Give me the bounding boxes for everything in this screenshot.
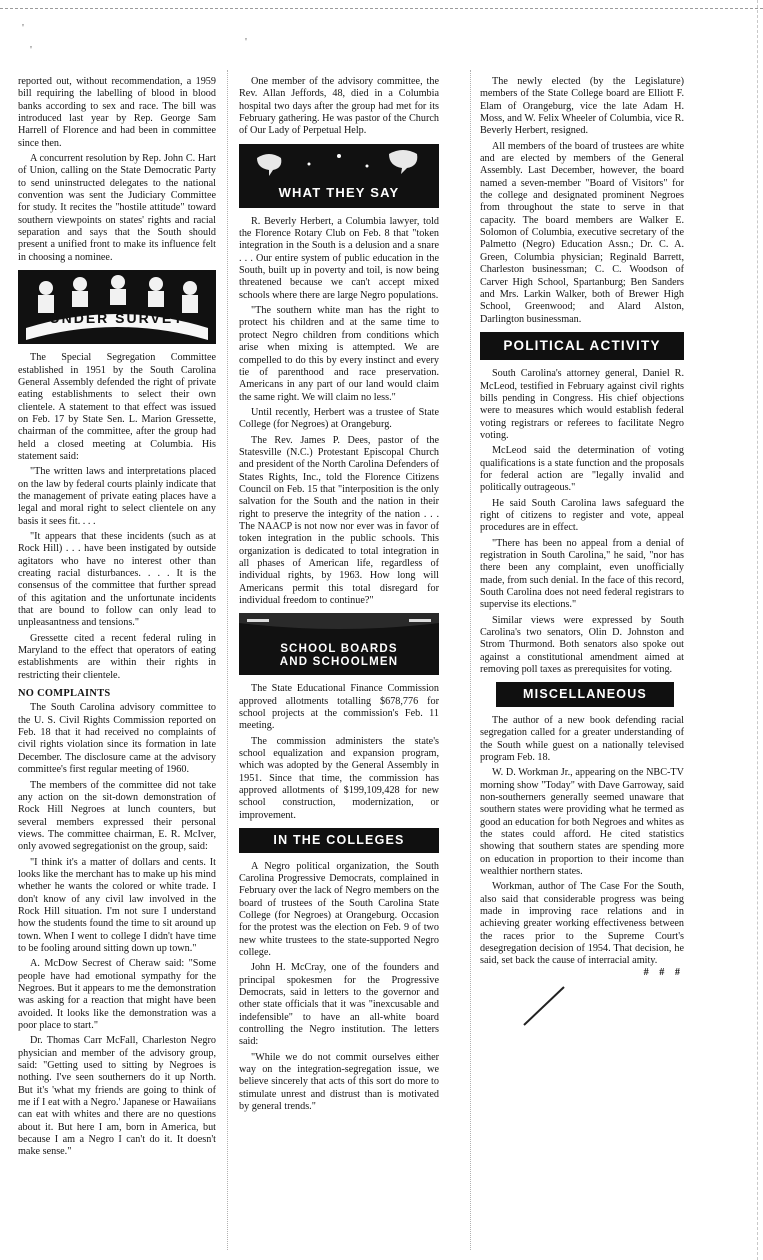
edge-mark: ' xyxy=(245,36,247,48)
paragraph: The newly elected (by the Legislature) members of the State College board are Elliott F. Elam of Orangeburg, vice the late Adam H. Moss, and W. Felix Wheeler of Columbia, vice R. Beverly Herbert, resigned. xyxy=(480,76,684,137)
paragraph: He said South Carolina laws safeguard the right of citizens to register and vote, appeal procedures are in effect. xyxy=(480,497,684,534)
paragraph: Dr. Thomas Carr McFall, Charleston Negro physician and member of the advisory group, said: "Getting used to sitting by Negroes is nothing. I've seen southerners do it up North. But it's 'what my friends are going to think of me if I eat with a Negro.' Japanese or Hawaiians can eat with whites and there are no questions about it. But here I am, born in America, but because I am a Negro I can't do it. It doesn't make sense." xyxy=(18,1035,216,1158)
end-mark: # # # xyxy=(643,966,684,978)
what-they-say-banner xyxy=(239,144,439,208)
paragraph: "It appears that these incidents (such as at Rock Hill) . . . have been instigated by outside agitators who have no interest other than creating racial disturbances. . . . It is the consensus of the committee that further spread of this agitation and the unfortunate incidents that are bound to follow can only lead to unpleasantness and tensions." xyxy=(18,530,216,629)
paragraph: A Negro political organization, the South Carolina Progressive Democrats, complained in February over the lack of Negro members on the board of trustees of the South Carolina State College (for Negroes) at Orangeburg. Occasion for the protest was the election on Feb. 9 of two new white trustees to the state-supported Negro college. xyxy=(239,860,439,958)
pen-stroke-mark xyxy=(520,983,570,1029)
paragraph: A concurrent resolution by Rep. John C. Hart of Union, calling on the State Democratic Party to send uninstructed delegates to the national convention was sent the Judiciary Committee for study. It recites the "hostile attitude" toward southern viewpoints on states' rights and racial separation and says that the South should present a unified front to make its influence felt in choosing a nominee. xyxy=(18,153,216,263)
page-top-edge xyxy=(0,8,763,10)
paragraph: Similar views were expressed by South Carolina's two senators, Olin D. Johnston and Strom Thurmond. Both senators also spoke out against a constitutional amendment aimed at removing poll taxes as prerequisites for voting. xyxy=(480,614,684,676)
paragraph: The State Educational Finance Commission approved allotments totalling $678,776 for school projects at the commission's Feb. 11 meeting. xyxy=(239,683,439,732)
paragraph: The Special Segregation Committee established in 1951 by the South Carolina General Assembly defended the right of private eating establishments to select their own clientele. A statement to that effect was issued on Feb. 17 by State Sen. L. Marion Gressette, chairman of the committee, after the group had held a closed meeting at Columbia. His statement said: xyxy=(18,352,216,462)
paragraph: One member of the advisory committee, the Rev. Allan Jeffords, 48, died in a Columbia hospital two days after the group had met for its February gathering. He was pastor of the Church of Our Lady of Perpetual Help. xyxy=(239,76,439,137)
edge-mark: ' xyxy=(22,22,24,34)
subhead-no-complaints: NO COMPLAINTS xyxy=(18,688,111,700)
paragraph: The author of a new book defending racial segregation called for a greater understanding of the South while guest on a nationally televised program Feb. 18. xyxy=(480,714,684,763)
edge-mark: ' xyxy=(30,44,32,56)
paragraph: R. Beverly Herbert, a Columbia lawyer, told the Florence Rotary Club on Feb. 8 that "token integration in the South is a delusion and a snare . . . Our entire system of public education in the South, built up in poverty and toil, is now being threatened because we can't accept mixed schools where there are large Negro populations. xyxy=(239,215,439,301)
paragraph: Gressette cited a recent federal ruling in Maryland to the effect that operators of eating establishments are within their rights in restricting their clientele. xyxy=(18,632,216,681)
paragraph: "While we do not commit ourselves either way on the integration-segregation issue, we believe sincerely that acts of this sort do more to stimulate unrest and distrust than is motivated by general trends." xyxy=(239,1051,439,1113)
column-rule xyxy=(470,70,471,1250)
paragraph: "I think it's a matter of dollars and cents. It looks like the merchant has to make up his mind whether he wants the colored or white trade. I don't know of any civil law involved in the Rock Hill situation. I'm not sure I understand how the students found the time to sit around up town. When I went to college I didn't have time to be fooling around sitting down up town." xyxy=(18,856,216,954)
in-the-colleges-banner: IN THE COLLEGES xyxy=(239,828,439,852)
paragraph: McLeod said the determination of voting qualifications is a state function and the proposals for federal action are "legally invalid and politically outrageous." xyxy=(480,445,684,494)
column-1 xyxy=(18,76,216,1162)
school-boards-banner xyxy=(239,613,439,675)
banner-line: SCHOOL BOARDS xyxy=(280,643,398,656)
miscellaneous-banner: MISCELLANEOUS xyxy=(496,682,674,706)
paragraph: The commission administers the state's school equalization and expansion program, which was adopted by the General Assembly in 1951. Since that time, the commission has approved allotments of $199,109,428 for new school construction, modernization, or improvement. xyxy=(239,735,439,821)
column-2 xyxy=(239,76,439,1116)
paragraph: "The written laws and interpretations placed on the law by federal courts plainly indicate that the management of private eating places have a legal and moral right to select clientele on any basis it sees fit. . . . xyxy=(18,466,216,527)
column-rule xyxy=(227,70,228,1250)
paragraph: "The southern white man has the right to protect his children and at the same time to protect Negro children from conditions which arise when mixing is attempted. We are compelled to do this by every instinct and every tie of parenthood and race preservation. Americans in any part of our land would claim the same right. We will claim no less." xyxy=(239,305,439,403)
paragraph: John H. McCray, one of the founders and principal spokesmen for the Progressive Democrats, said in letters to the governor and other state officials that it was "inexcusable and indefensible" to have an all-white board controlling the Negro institution. The letters said: xyxy=(239,962,439,1048)
paragraph: W. D. Workman Jr., appearing on the NBC-TV morning show "Today" with Dave Garroway, said non-southerners generally seemed unaware that southern states were providing what he termed as good an education for both Negroes and whites as the states could afford. He cited statistics showing that southern states are spending more on education in proportion to their income than wealthier northern states. xyxy=(480,767,684,877)
paragraph: reported out, without recommendation, a 1959 bill requiring the labelling of blood in blood banks according to sex and race. The bill was introduced last year by Rep. George Sam Harrell of Florence and had been in committee since then. xyxy=(18,76,216,149)
page-right-edge xyxy=(757,0,759,1260)
under-survey-title: UNDER SURVEY xyxy=(49,310,185,327)
paragraph: "There has been no appeal from a denial of registration in South Carolina," he said, "nor has there been any complaint, even unofficially made, from such denial. In the face of this record, South Carolina does not need federal registrars to supervise its elections." xyxy=(480,537,684,611)
column-3 xyxy=(480,76,684,1029)
paragraph: South Carolina's attorney general, Daniel R. McLeod, testified in February against civil rights bills pending in Congress. His chief objections were to measures which would establish federal voting registrars or referees to facilitate Negro voting. xyxy=(480,368,684,441)
banner-title: WHAT THEY SAY xyxy=(278,185,400,201)
under-survey-illustration xyxy=(18,270,216,344)
banner-line: AND SCHOOLMEN xyxy=(279,656,399,669)
political-activity-banner: POLITICAL ACTIVITY xyxy=(480,332,684,360)
paragraph: Workman, author of The Case For the South, also said that considerable progress was being made in improving race relations and in achieving greater working effectiveness between the races prior to the Supreme Court's desegregation decision of 1954. That decision, he said, set back the cause of interracial amity. xyxy=(480,881,684,967)
under-survey-banner xyxy=(18,270,216,344)
paragraph: A. McDow Secrest of Cheraw said: "Some people have had emotional sympathy for the Negroes. But it appears to me the demonstration was asking for a reaction that might have been avoided. It looks like the demonstration was a poor place to start." xyxy=(18,958,216,1032)
banner-title xyxy=(239,643,439,669)
paragraph: The members of the committee did not take any action on the sit-down demonstration of Rock Hill Negroes at lunch counters, but several members expressed their personal views. The committee chairman, E. R. McIver, only avowed segregationist on the group, said: xyxy=(18,779,216,853)
paragraph: All members of the board of trustees are white and are elected by members of the General Assembly. Last December, however, the board named a seven-member "Board of Visitors" for the college and designated prominent Negroes from throughout the state to serve in that capacity. The board members are Walker E. Solomon of Columbia, executive secretary of the Palmetto (Negro) Education Assn.; Dr. C. A. Green, Columbia physician; Reginald Barrett, Charleston businessman; C. C. Woodson of Carver High School, Spartanburg; Ben Sanders and Mrs. Larkin Walker, both of Brewer High School, Greenwood; and Alard Alston, Darlington businessman. xyxy=(480,140,684,325)
paragraph: Until recently, Herbert was a trustee of State College (for Negroes) at Orangeburg. xyxy=(239,406,439,431)
paragraph: The South Carolina advisory committee to the U. S. Civil Rights Commission reported on Feb. 18 that it had received no complaints of civil rights violation since its formation in late December. The disclosure came at the advisory committee's first regular meeting of 1960. xyxy=(18,702,216,776)
paragraph: The Rev. James P. Dees, pastor of the Statesville (N.C.) Protestant Episcopal Church and president of the North Carolina Defenders of States Rights, Inc., told the Florence Citizens Council on Feb. 15 that "interposition is the only salvation for the South and the nation in their right to preserve the integrity of the nation . . . The NAACP is not now nor ever was in favor of token integration in the public schools. This organization is dedicated to total integration in all phases of American life, regardless of individual rights, by 1963. How long will Americans permit this total disregard for individual freedom to continue?" xyxy=(239,434,440,607)
